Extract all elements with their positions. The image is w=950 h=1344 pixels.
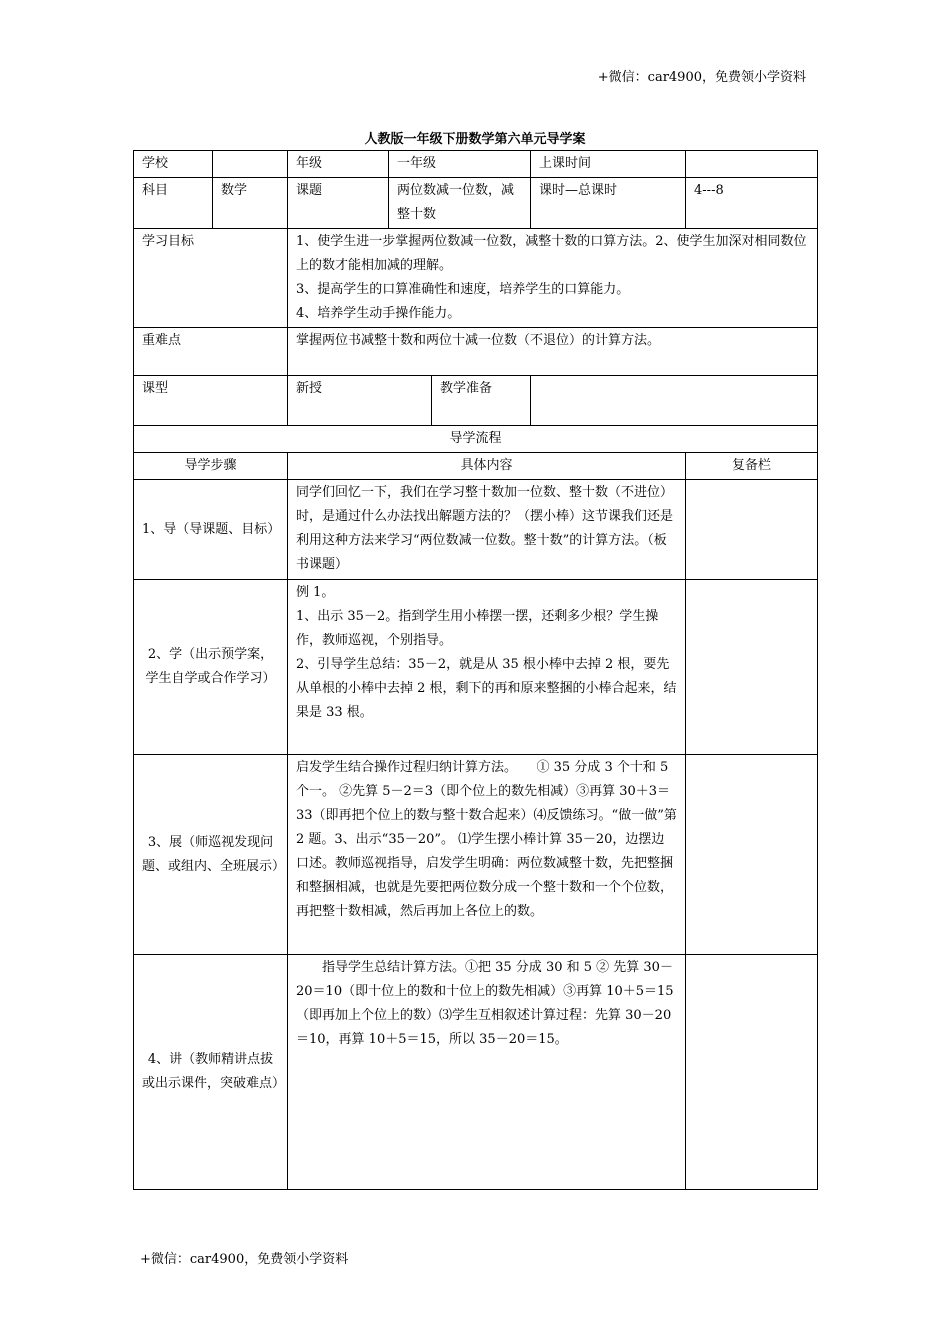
flow-step: 3、展（师巡视发现问题、或组内、全班展示） xyxy=(134,755,288,955)
topic-value: 两位数减一位数，减整十数 xyxy=(389,178,531,229)
flow-paragraph: 1、出示 35－2。指到学生用小棒摆一摆，还剩多少根？学生操作，教师巡视，个别指导。 xyxy=(296,609,659,648)
flow-notes xyxy=(686,955,818,1190)
flow-section-row xyxy=(134,426,818,453)
period-label: 课时—总课时 xyxy=(531,178,686,229)
flow-notes xyxy=(686,580,818,755)
flow-content xyxy=(288,580,686,755)
col-steps-header: 导学步骤 xyxy=(134,453,288,480)
topic-label: 课题 xyxy=(288,178,389,229)
flow-step: 2、学（出示预学案，学生自学或合作学习） xyxy=(134,580,288,755)
flow-content xyxy=(288,480,686,580)
document-title: 人教版一年级下册数学第六单元导学案 xyxy=(364,132,586,147)
flow-notes xyxy=(686,755,818,955)
flow-header-row xyxy=(134,453,818,480)
flow-content xyxy=(288,755,686,955)
key-points-row xyxy=(134,328,818,376)
col-content-header: 具体内容 xyxy=(288,453,686,480)
col-notes-header: 复备栏 xyxy=(686,453,818,480)
flow-content xyxy=(288,955,686,1190)
period-value: 4---8 xyxy=(686,178,818,229)
flow-paragraph: 2、引导学生总结：35－2，就是从 35 根小棒中去掉 2 根，要先从单根的小棒中去掉 2 根，剩下的再和原来整捆的小棒合起来，结果是 33 根。 xyxy=(296,657,677,720)
grade-label: 年级 xyxy=(288,151,389,178)
objectives-content xyxy=(288,229,818,328)
class-time-label: 上课时间 xyxy=(531,151,686,178)
objectives-label: 学习目标 xyxy=(134,229,288,328)
flow-paragraph: 同学们回忆一下，我们在学习整十数加一位数、整十数（不进位）时，是通过什么办法找出解题方法的？（摆小棒）这节课我们还是利用这种方法来学习“两位数减一位数。整十数”的计算方法。（板书课题） xyxy=(296,485,674,572)
footer-note: +微信：car4900，免费领小学资料 xyxy=(140,1252,349,1267)
key-points-label: 重难点 xyxy=(134,328,288,376)
prep-label: 教学准备 xyxy=(432,376,531,426)
subject-label: 科目 xyxy=(134,178,213,229)
flow-step: 1、导（导课题、目标） xyxy=(134,480,288,580)
flow-row xyxy=(134,755,818,955)
flow-row xyxy=(134,480,818,580)
flow-row xyxy=(134,580,818,755)
class-time-value xyxy=(686,151,818,178)
objective-1: 1、使学生进一步掌握两位数减一位数，减整十数的口算方法。2、使学生加深对相同数位上的数才能相加减的理解。 xyxy=(296,234,807,273)
lesson-type-value: 新授 xyxy=(288,376,432,426)
grade-value: 一年级 xyxy=(389,151,531,178)
info-row-school xyxy=(134,151,818,178)
lesson-type-row xyxy=(134,376,818,426)
flow-paragraph: 指导学生总结计算方法。①把 35 分成 30 和 5 ② 先算 30－20＝10（即十位上的数和十位上的数先相减）③再算 10＋5＝15（即再加上个位上的数）⑶学生互相叙述计算过程：先算 30－20＝10，再算 10＋5＝15，所以 35－20＝15。 xyxy=(296,960,674,1047)
flow-notes xyxy=(686,480,818,580)
objectives-row xyxy=(134,229,818,328)
lesson-plan-table xyxy=(133,150,817,1190)
info-row-subject xyxy=(134,178,818,229)
school-label: 学校 xyxy=(134,151,213,178)
flow-step: 4、讲（教师精讲点拔或出示课件，突破难点） xyxy=(134,955,288,1190)
lesson-type-label: 课型 xyxy=(134,376,288,426)
flow-row xyxy=(134,955,818,1190)
school-value xyxy=(213,151,288,178)
flow-paragraph: 启发学生结合操作过程归纳计算方法。 ① 35 分成 3 个十和 5 个一。 ②先算 5－2＝3（即个位上的数先相减）③再算 30＋3＝33（即再把个位上的数与整十数合起来）⑷反馈练习。“做一做”第 2 题。3、出示“35－20”。 ⑴学生摆小棒计算 35－20，边摆边口述。教师巡视指导，启发学生明确：两位数减整十数，先把整捆和整捆相减，也就是先要把两位数分成一个整十数和一个个位数，再把整十数相减，然后再加上各位上的数。 xyxy=(296,760,677,919)
flow-section-title: 导学流程 xyxy=(134,426,818,453)
objective-2: 3、提高学生的口算准确性和速度，培养学生的口算能力。 xyxy=(296,282,630,297)
key-points-content: 掌握两位书减整十数和两位十减一位数（不退位）的计算方法。 xyxy=(288,328,818,376)
subject-value: 数学 xyxy=(213,178,288,229)
objective-3: 4、培养学生动手操作能力。 xyxy=(296,306,461,321)
header-note: +微信：car4900，免费领小学资料 xyxy=(597,70,806,85)
prep-value xyxy=(531,376,818,426)
flow-paragraph: 例 1。 xyxy=(296,585,335,600)
